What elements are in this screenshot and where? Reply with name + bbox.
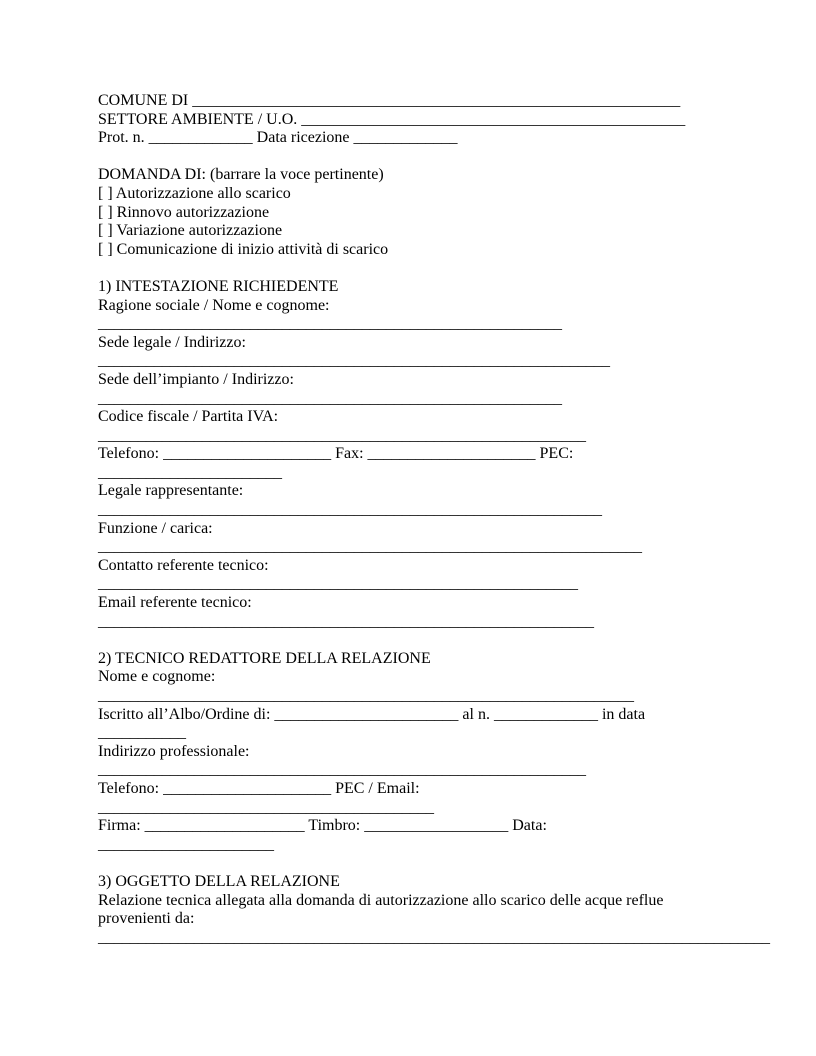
spacer	[98, 631, 772, 650]
protocollo-line: Prot. n. _____________ Data ricezione _____________	[98, 129, 458, 147]
checkbox-option-variazione: [ ] Variazione autorizzazione	[98, 222, 283, 240]
section1-title: 1) INTESTAZIONE RICHIEDENTE	[98, 277, 339, 295]
field-pec-blank: _______________________	[98, 463, 282, 481]
field-codice-fiscale-blank: _____________________________________________________________	[98, 426, 586, 444]
section3-body-line1: Relazione tecnica allegata alla domanda di autorizzazione allo scarico delle acque reflue	[98, 891, 664, 909]
field-legale-rappresentante-label: Legale rappresentante:	[98, 482, 244, 500]
checkbox-option-autorizzazione: [ ] Autorizzazione allo scarico	[98, 184, 291, 202]
field-sede-impianto-blank: __________________________________________________________	[98, 389, 562, 407]
checkbox-option-comunicazione: [ ] Comunicazione di inizio attività di scarico	[98, 240, 389, 258]
field-indirizzo-professionale-label: Indirizzo professionale:	[98, 742, 250, 760]
field-sede-impianto-label: Sede dell’impianto / Indirizzo:	[98, 370, 294, 388]
field-funzione-carica-blank: ____________________________________________________________________	[98, 538, 642, 556]
field-firma-timbro-data-line: Firma: ____________________ Timbro: __________________ Data:	[98, 817, 547, 835]
section2-title: 2) TECNICO REDATTORE DELLA RELAZIONE	[98, 649, 431, 667]
field-nome-cognome-label: Nome e cognome:	[98, 668, 216, 686]
spacer	[98, 259, 772, 278]
section3-blank: ____________________________________________________________________________________	[98, 928, 770, 946]
field-ragione-sociale-blank: __________________________________________________________	[98, 315, 562, 333]
field-data-blank: ______________________	[98, 835, 274, 853]
field-telefono-pec-email-line: Telefono: _____________________ PEC / Email:	[98, 779, 420, 797]
field-sede-legale-label: Sede legale / Indirizzo:	[98, 333, 246, 351]
comune-di-line: COMUNE DI _____________________________________________________________	[98, 92, 681, 109]
field-ragione-sociale-label: Ragione sociale / Nome e cognome:	[98, 296, 330, 314]
field-iscritto-albo-line: Iscritto all’Albo/Ordine di: _______________________ al n. _____________ in data	[98, 705, 646, 723]
field-email-referente-blank: ______________________________________________________________	[98, 612, 594, 630]
settore-ambiente-line: SETTORE AMBIENTE / U.O. ________________________________________________	[98, 110, 686, 128]
section3-title: 3) OGGETTO DELLA RELAZIONE	[98, 872, 340, 890]
field-funzione-carica-label: Funzione / carica:	[98, 519, 213, 537]
section3-body-line2: provenienti da:	[98, 910, 195, 928]
checkbox-option-rinnovo: [ ] Rinnovo autorizzazione	[98, 203, 270, 221]
field-legale-rappresentante-blank: _______________________________________________________________	[98, 501, 602, 519]
field-sede-legale-blank: ________________________________________________________________	[98, 352, 610, 370]
field-contatto-referente-blank: ____________________________________________________________	[98, 575, 578, 593]
field-nome-cognome-blank: ___________________________________________________________________	[98, 687, 634, 704]
spacer	[98, 148, 772, 167]
field-iscritto-albo-blank: ___________	[98, 724, 186, 742]
field-telefono-fax-pec-line: Telefono: _____________________ Fax: _____________________ PEC:	[98, 445, 574, 463]
domanda-title: DOMANDA DI: (barrare la voce pertinente)	[98, 166, 384, 184]
field-pec-email-blank: __________________________________________	[98, 798, 434, 816]
field-indirizzo-professionale-blank: _____________________________________________________________	[98, 761, 586, 779]
field-codice-fiscale-label: Codice fiscale / Partita IVA:	[98, 408, 279, 426]
field-email-referente-label: Email referente tecnico:	[98, 594, 252, 612]
spacer	[98, 854, 772, 873]
field-contatto-referente-label: Contatto referente tecnico:	[98, 556, 269, 574]
